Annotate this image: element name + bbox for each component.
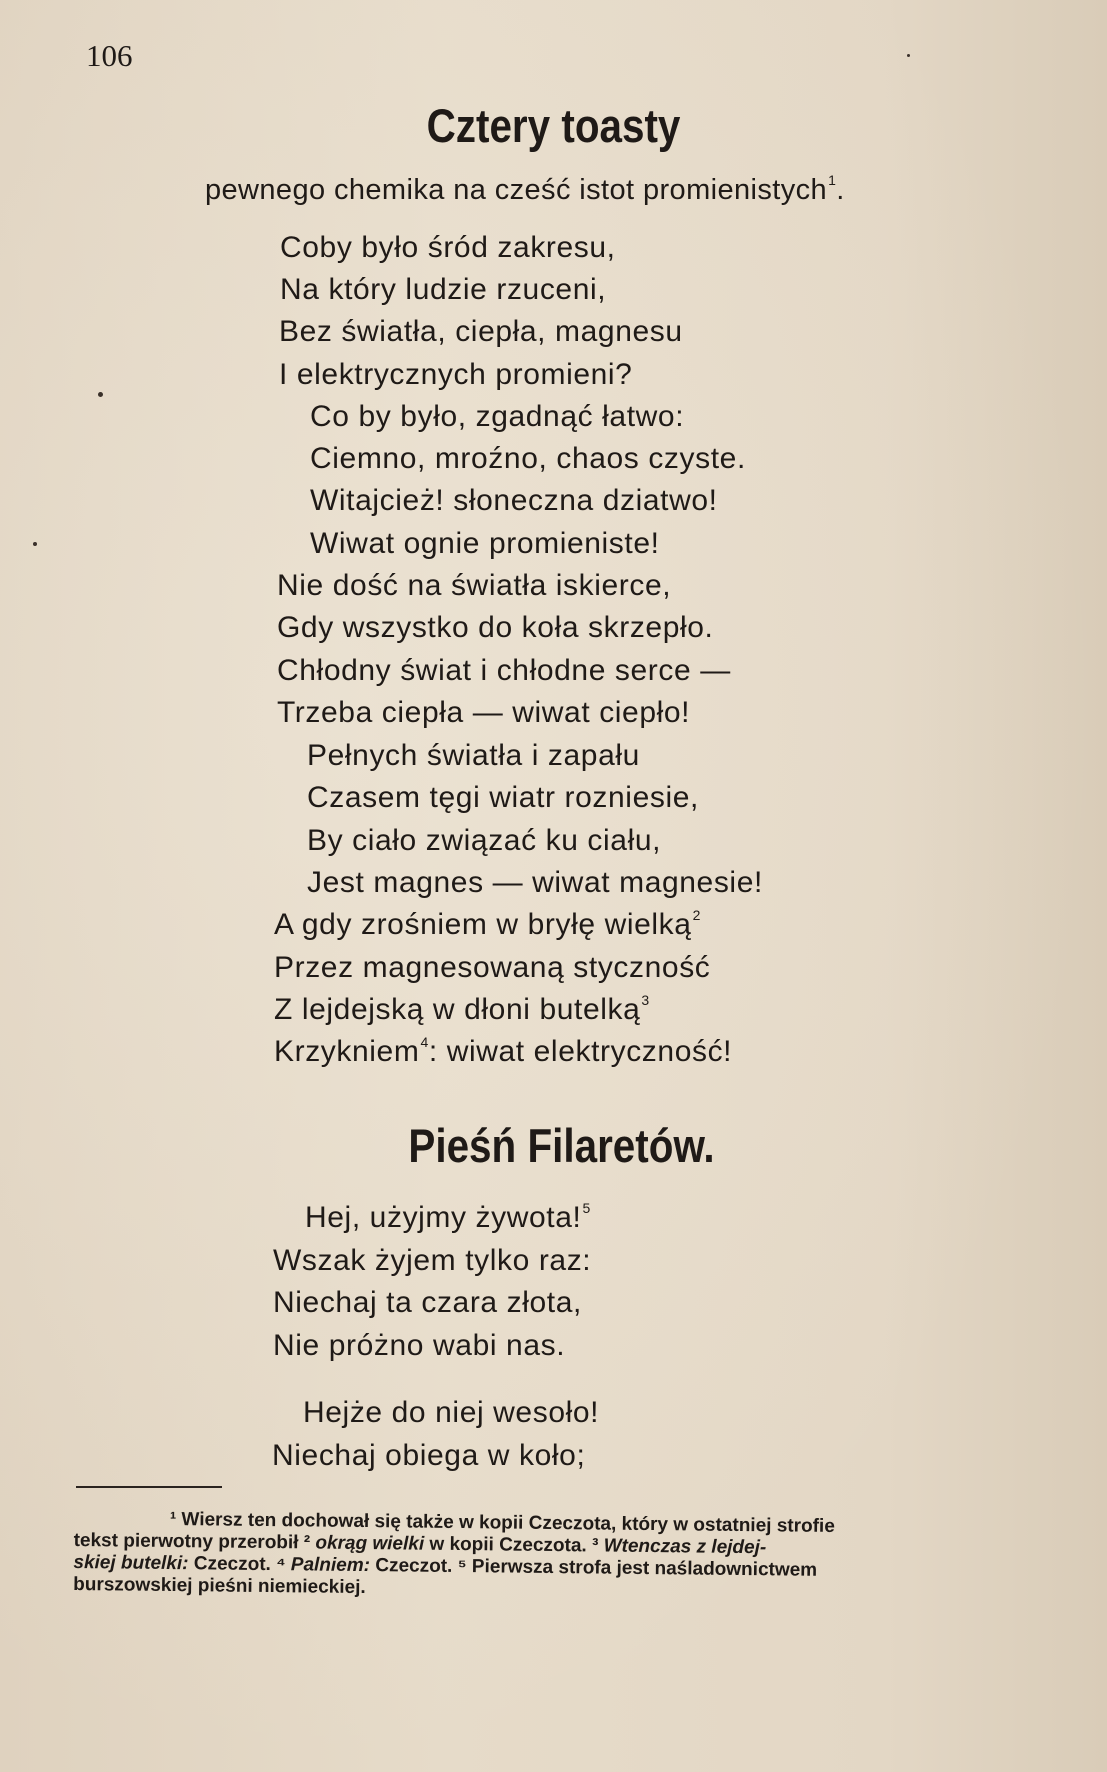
footnote-marker: 1	[828, 172, 837, 188]
poem-line: Czasem tęgi wiatr rozniesie,	[307, 781, 699, 814]
ink-speck	[907, 54, 910, 57]
subtitle-end: .	[836, 174, 845, 206]
poem-title-cztery-toasty: Cztery toasty	[426, 99, 681, 152]
footnote-marker: 3	[641, 992, 650, 1008]
footnote-marker: 2	[692, 907, 701, 923]
poem-line: Gdy wszystko do koła skrzepło.	[277, 611, 714, 644]
footnote-divider	[76, 1486, 222, 1488]
poem-line: Wszak żyjem tylko raz:	[273, 1244, 592, 1277]
footnotes	[73, 1508, 1049, 1606]
poem-line: Hejże do niej wesoło!	[303, 1396, 600, 1429]
poem-line: Witajcież! słoneczna dziatwo!	[310, 484, 718, 517]
poem-line: Nie próżno wabi nas.	[273, 1329, 566, 1362]
footnote-line: tekst pierwotny przerobił ² okrąg wielki w kopii Czeczota. ³ Wtenczas z lejdej-	[73, 1529, 767, 1559]
poem-line: Ciemno, mroźno, chaos czyste.	[310, 442, 746, 475]
poem-line: Trzeba ciepła — wiwat ciepło!	[277, 696, 691, 729]
footnote-line: skiej butelki: Czeczot. ⁴ Palniem: Czeczot. ⁵ Pierwsza strofa jest naśladownictwem	[73, 1551, 818, 1581]
ink-speck	[98, 392, 103, 397]
footnote-line: ¹ Wiersz ten dochował się także w kopii Czeczota, który w ostatniej strofie	[169, 1509, 835, 1537]
poem-line: Chłodny świat i chłodne serce —	[277, 654, 731, 687]
footnote-marker: 5	[582, 1200, 591, 1216]
poem-line: Pełnych światła i zapału	[307, 739, 640, 772]
poem-subtitle	[205, 174, 845, 207]
poem-line: Krzykniem$^4$: wiwat elektryczność!	[274, 1034, 733, 1068]
ink-speck	[33, 542, 37, 546]
poem-line: Hej, użyjmy żywota!$^5$	[305, 1200, 591, 1234]
page-number: 106	[86, 38, 133, 73]
poem-line: Niechaj obiega w koło;	[272, 1439, 586, 1472]
poem-line: Wiwat ognie promieniste!	[310, 527, 660, 560]
footnote-marker: 4	[420, 1034, 429, 1050]
poem-line: Co by było, zgadnąć łatwo:	[310, 400, 685, 433]
poem-line: A gdy zrośniem w bryłę wielką$^2$	[274, 907, 701, 941]
subtitle-text: pewnego chemika na cześć istot promienistych	[205, 174, 828, 206]
poem-line: Z lejdejską w dłoni butelką$^3$	[274, 992, 650, 1026]
footnote-line: burszowskiej pieśni niemieckiej.	[73, 1573, 366, 1599]
poem-line: Jest magnes — wiwat magnesie!	[307, 866, 763, 899]
poem-line: Bez światła, ciepła, magnesu	[279, 315, 683, 348]
poem-line: Na który ludzie rzuceni,	[280, 273, 607, 306]
poem-line: By ciało związać ku ciału,	[307, 824, 662, 857]
poem-line: Niechaj ta czara złota,	[273, 1286, 582, 1319]
poem-title-piesn-filaretow: Pieśń Filaretów.	[408, 1119, 715, 1172]
poem-line: Coby było śród zakresu,	[280, 231, 616, 264]
poem-line: Przez magnesowaną styczność	[274, 951, 711, 984]
poem-line: I elektrycznych promieni?	[279, 358, 633, 391]
poem-line: Nie dość na światła iskierce,	[277, 569, 672, 602]
